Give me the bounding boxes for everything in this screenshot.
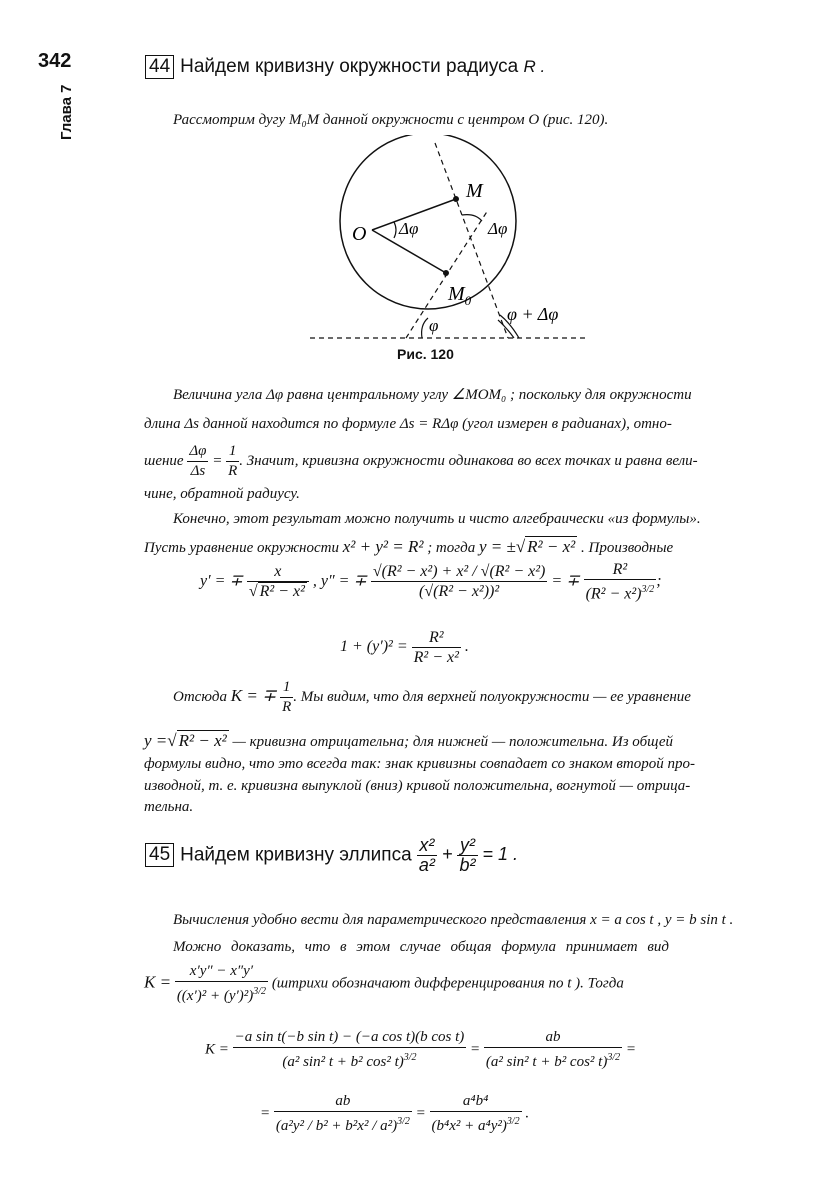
- angle-arc-center: [394, 222, 396, 238]
- chapter-label: Глава 7: [58, 84, 75, 140]
- eq-K-2: = $\frac{ab}{(a^2y^2 / b^2 + b^2x^2 / a^2)^{3/2}}$ = $\frac{\text{a⁴b⁴}}{(b^4x^2 + a^4y^2)^{3/2}}$ .: [260, 1093, 530, 1134]
- p2-line1: Конечно, этот результат можно получить и чисто алгебраически «из формулы».: [173, 511, 701, 527]
- p1-line1: Величина угла Δφ равна центральному углу ∠MOM₀ ; поскольку для окружности: [173, 387, 692, 403]
- p1-line3: шение $\frac{\Delta\varphi}{\Delta s}$ = $\frac{1}{R}$ . Значит, кривизна окружности одинакова во всех точках и равна вели-: [144, 443, 698, 480]
- label-M0: $M_0$: [448, 283, 472, 308]
- tangent-M: [435, 143, 508, 338]
- p45-line3: K = $\frac{x'y'' - x''y'}{((x')^2 + (y')^2)^{3/2}}$ (штрихи обозначают дифференцирования по t ). Тогда: [144, 963, 624, 1004]
- eq-derivatives: y′ = ∓ $\frac{x}{\text{√ R² − x²}}$ , y″ = ∓ $\frac{\text{√(R² − x²) + x² / √(R² − x²)}}{\text{(√(R² − x²))²}}$ = ∓ $\frac{\text{R²}}{(R^2 - x^2)^{3/2}}$ ;: [200, 561, 662, 603]
- angle-arc-phi: [422, 318, 428, 338]
- problem-44-heading: [145, 55, 545, 79]
- p3-line1: Отсюда K = ∓ $\frac{1}{R}$ . Мы видим, что для верхней полуокружности — ее уравнение: [173, 679, 691, 716]
- problem-number-44: 44: [145, 55, 174, 79]
- figure-120: [270, 135, 590, 350]
- label-phi: φ: [429, 316, 439, 335]
- frac-dphi-ds: $\frac{\Delta\varphi}{\Delta s}$: [189, 443, 207, 480]
- label-M: M: [466, 180, 483, 202]
- p2-line2: Пусть уравнение окружности x² + y² = R² ; тогда y = ±√ R² − x² . Производные: [144, 537, 674, 556]
- p3-line4: изводной, т. е. кривизна выпуклой (вниз) кривой положительна, вогнутой — отрица-: [144, 778, 691, 794]
- p3-line3: формулы видно, что это всегда так: знак кривизны совпадает со знаком второй про-: [144, 756, 695, 772]
- p45-line1: Вычисления удобно вести для параметрического представления x = a cos t , y = b sin t .: [173, 912, 734, 928]
- problem-44-title-var: R .: [523, 57, 546, 76]
- p3-line5: тельна.: [144, 799, 194, 815]
- p45-line2: Можно доказать, что в этом случае общая формула принимает вид: [173, 939, 669, 955]
- figure-caption: Рис. 120: [397, 346, 454, 362]
- eq-K-1: K = $\frac{\text{−a sin t(−b sin t) − (−a cos t)(b cos t)}}{(a^2 \sin^2 t + b^2 \cos^2 t)^{3/2}}$ = $\frac{ab}{(a^2 \sin^2 t + b^2 \cos^2 t)^{3/2}}$ =: [205, 1029, 636, 1070]
- problem-44-title: Найдем кривизну окружности радиуса: [180, 56, 519, 77]
- p3-line2: y =√ R² − x² — кривизна отрицательна; для нижней — положительна. Из общей: [144, 731, 673, 750]
- label-dphi-tangent: Δφ: [488, 219, 508, 238]
- label-phi-plus-dphi: φ + Δφ: [507, 304, 559, 324]
- page-number: 342: [38, 50, 72, 72]
- label-O: O: [352, 223, 367, 245]
- point-M: [453, 196, 459, 202]
- angle-arc-tangents: [462, 215, 482, 221]
- problem-45-heading: 45 Найдем кривизну эллипса $\frac{\text{x²}}{\text{a²}}$ + $\frac{\text{y²}}{\text{b²}}$ = 1 .: [145, 836, 518, 875]
- eq-one-plus: 1 + (y′)² = $\frac{\text{R²}}{\text{R² − x²}}$ .: [340, 629, 469, 666]
- problem-44-intro: Рассмотрим дугу M₀M данной окружности с центром O (рис. 120).: [173, 112, 609, 128]
- p1-line2: длина Δs данной находится по формуле Δs = RΔφ (угол измерен в радианах), отно-: [144, 416, 672, 432]
- problem-45-title: Найдем кривизну эллипса: [180, 844, 412, 866]
- problem-number-45: 45: [145, 843, 174, 867]
- frac-1-R: $\frac{1}{R}$: [228, 443, 238, 480]
- p1-line4: чине, обратной радиусу.: [144, 486, 300, 502]
- label-dphi-center: Δφ: [399, 219, 419, 238]
